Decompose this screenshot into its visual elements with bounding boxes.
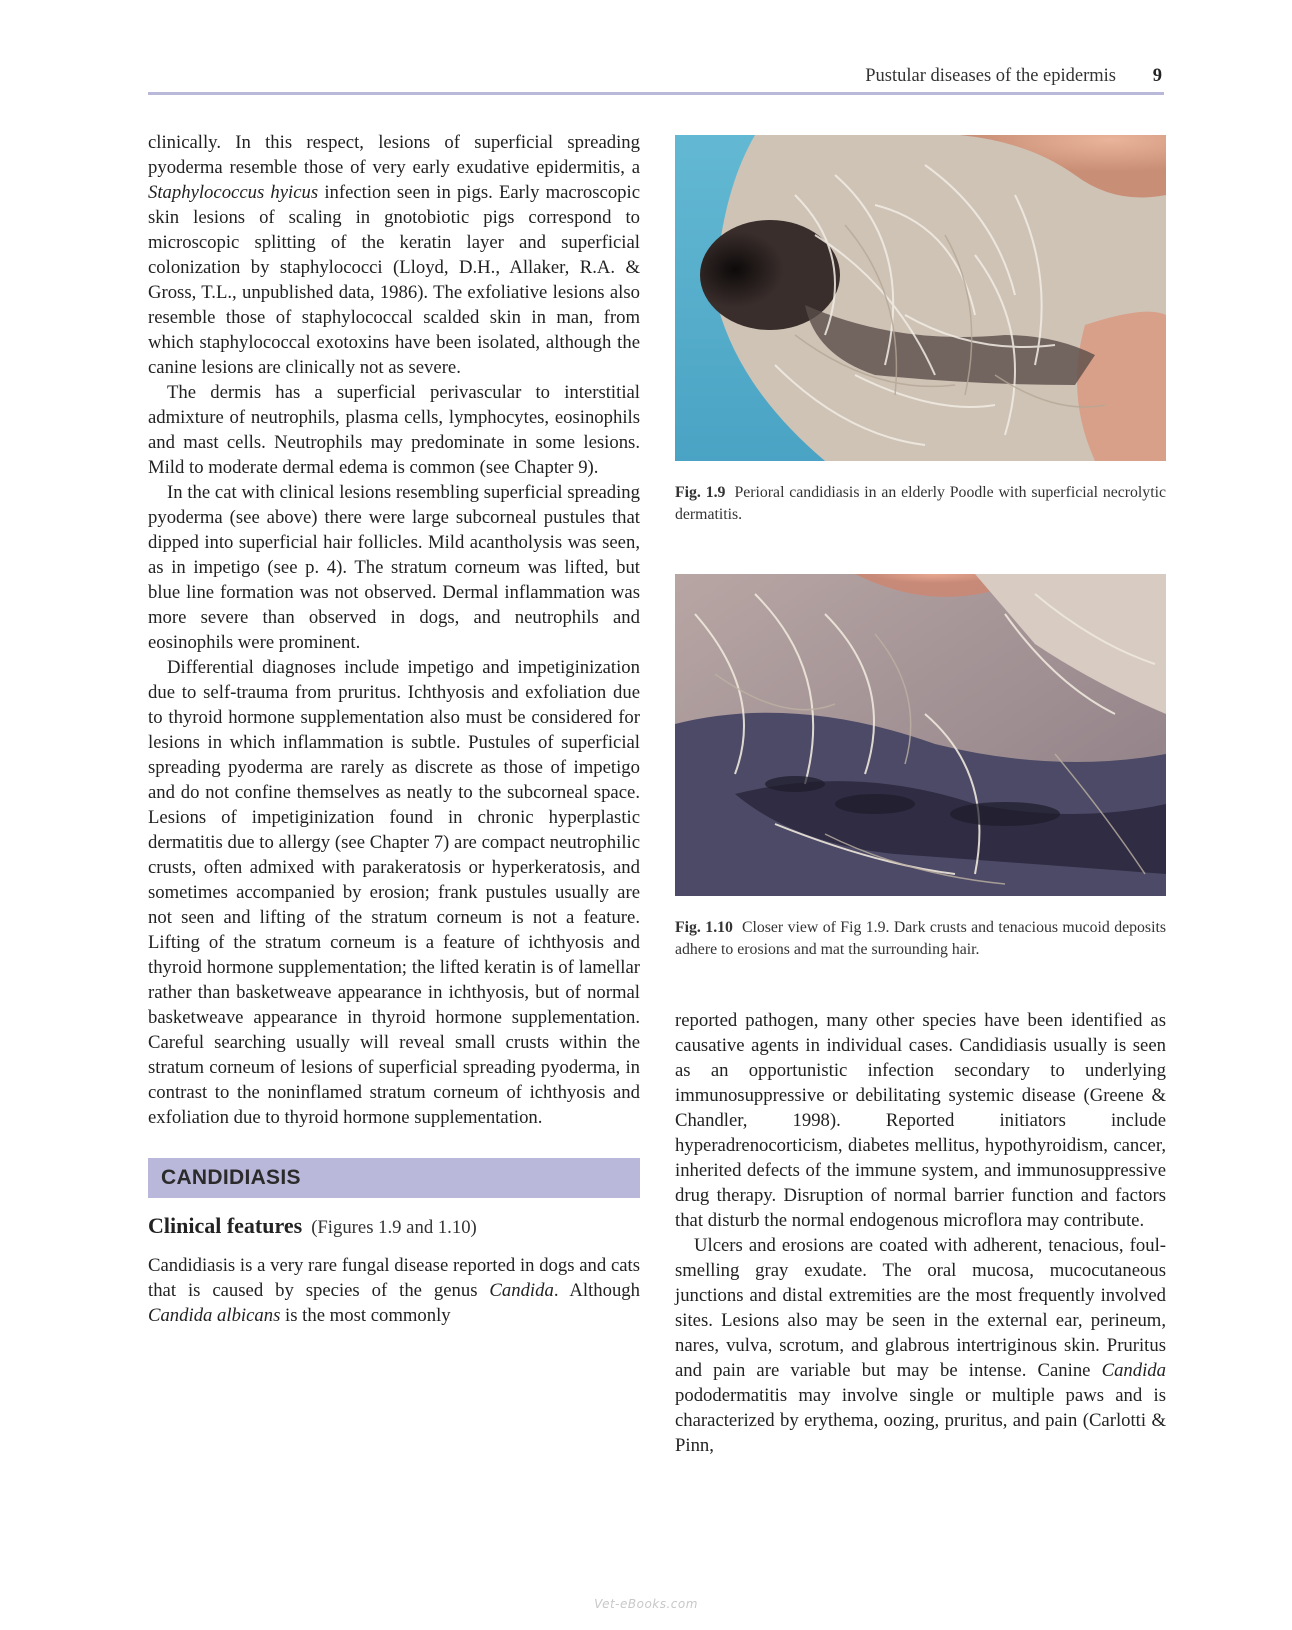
- right-column: [675, 1008, 1166, 1458]
- clinical-photo-closeup: [675, 574, 1166, 896]
- section-heading: CANDIDIASIS: [148, 1158, 640, 1198]
- body-paragraph: In the cat with clinical lesions resembling superficial spreading pyoderma (see above) there were large subcorneal pustules that dipped into superficial hair follicles. Mild acantholysis was seen, as in impetigo (see p. 4). The stratum corneum was lifted, but blue line formation was not observed. Dermal inflammation was more severe than observed in dogs, and neutrophils and eosinophils were prominent.: [148, 482, 640, 653]
- figure-caption-text: Closer view of Fig 1.9. Dark crusts and tenacious mucoid deposits adhere to erosions and mat the surrounding hair.: [675, 919, 1166, 958]
- subheading-title: Clinical features: [148, 1213, 303, 1238]
- subheading: [148, 1213, 640, 1239]
- figure-1-9: [675, 135, 1166, 526]
- page-number: 9: [1152, 66, 1162, 86]
- clinical-photo-perioral: [675, 135, 1166, 461]
- italic-term: Candida: [1101, 1360, 1166, 1381]
- body-paragraph: Ulcers and erosions are coated with adherent, tenacious, foul-smelling gray exudate. The oral mucosa, mucocutaneous junctions and distal extremities are the most frequently involved sites. Lesions also may be seen in the external ear, perineum, nares, vulva, scrotum, and glabrous intertriginous skin. Pruritus and pain are variable but may be intense. Canine Candida pododermatitis may involve single or multiple paws and is characterized by erythema, oozing, pruritus, and pain (Carlotti & Pinn,: [675, 1235, 1166, 1456]
- body-paragraph: clinically. In this respect, lesions of superficial spreading pyoderma resemble those of very early exudative epidermitis, a Staphylococcus hyicus infection seen in pigs. Early macroscopic skin lesions of scaling in gnotobiotic pigs correspond to microscopic splitting of the keratin layer and superficial colonization by staphylococci (Lloyd, D.H., Allaker, R.A. & Gross, T.L., unpublished data, 1986). The exfoliative lesions also resemble those of staphylococcal scalded skin in man, from which staphylococcal exotoxins have been isolated, although the canine lesions are clinically not as severe.: [148, 132, 641, 378]
- body-paragraph: Differential diagnoses include impetigo and impetiginization due to self-trauma from pruritus. Ichthyosis and exfoliation due to thyroid hormone supplementation also must be considered for lesions in which inflammation is subtle. Pustules of superficial spreading pyoderma are rarely as discrete as those of impetigo and do not confine themselves as neatly to the subcorneal space. Lesions of impetiginization found in chronic hyperplastic dermatitis due to allergy (see Chapter 7) are compact neutrophilic crusts, often admixed with parakeratosis or hyperkeratosis, and sometimes accompanied by erosion; frank pustules usually are not seen and lifting of the stratum corneum is not a feature. Lifting of the stratum corneum is a feature of ichthyosis and thyroid hormone supplementation; the lifted keratin is of lamellar rather than basketweave appearance in ichthyosis, but of normal basketweave appearance in thyroid hormone supplementation. Careful searching usually will reveal small crusts within the stratum corneum of lesions of superficial spreading pyoderma, in contrast to the noninflamed stratum corneum of ichthyosis and exfoliation due to thyroid hormone supplementation.: [148, 657, 640, 1128]
- watermark-logo: Vet-eBooks.com: [594, 1597, 698, 1611]
- figure-caption: [675, 917, 1166, 961]
- figure-label: Fig. 1.9: [675, 484, 726, 501]
- body-paragraph: Candidiasis is a very rare fungal disease reported in dogs and cats that is caused by species of the genus Candida. Although Candida albicans is the most commonly: [148, 1255, 640, 1326]
- figure-1-10: [675, 574, 1166, 961]
- body-paragraph: The dermis has a superficial perivascular to interstitial admixture of neutrophils, plasma cells, lymphocytes, eosinophils and mast cells. Neutrophils may predominate in some lesions. Mild to moderate dermal edema is common (see Chapter 9).: [148, 382, 640, 478]
- italic-term: Staphylococcus hyicus: [148, 182, 319, 203]
- italic-term: Candida albicans: [148, 1305, 281, 1326]
- figure-caption-text: Perioral candidiasis in an elderly Poodle with superficial necrolytic dermatitis.: [675, 484, 1166, 523]
- subheading-figure-ref: (Figures 1.9 and 1.10): [311, 1217, 477, 1238]
- figure-label: Fig. 1.10: [675, 919, 733, 936]
- left-column: [148, 130, 640, 1328]
- italic-term: Candida: [489, 1280, 554, 1301]
- figure-caption: [675, 482, 1166, 526]
- running-header: [148, 62, 1164, 95]
- body-paragraph: reported pathogen, many other species have been identified as causative agents in individual cases. Candidiasis usually is seen as an opportunistic infection secondary to underlying immunosuppressive or debilitating systemic disease (Greene & Chandler, 1998). Reported initiators include hyperadrenocorticism, diabetes mellitus, hypothyroidism, cancer, inherited defects of the immune system, and immunosuppressive drug therapy. Disruption of normal barrier function and factors that disturb the normal endogenous microflora may contribute.: [675, 1010, 1166, 1231]
- running-header-title: Pustular diseases of the epidermis: [865, 66, 1116, 86]
